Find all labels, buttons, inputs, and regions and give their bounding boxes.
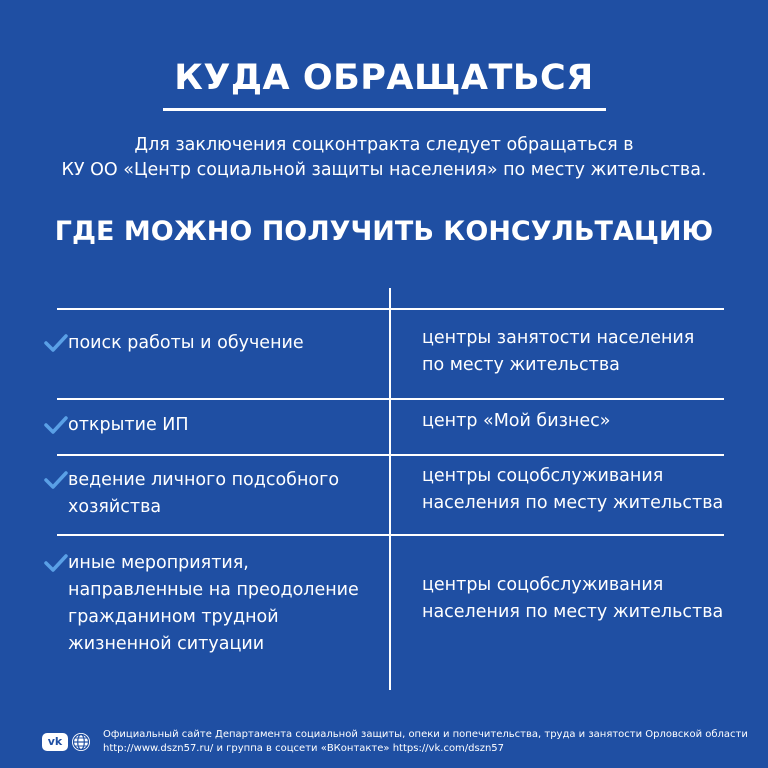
title-underline [163, 108, 606, 111]
intro-line-1: Для заключения соцконтракта следует обращаться в [134, 135, 634, 155]
intro-line-2: КУ ОО «Центр социальной защиты населения» по месту жительства. [61, 160, 707, 180]
row-topic-line: иные мероприятия, [68, 553, 249, 573]
section-title: ГДЕ МОЖНО ПОЛУЧИТЬ КОНСУЛЬТАЦИЮ [54, 216, 714, 247]
vk-logo-icon[interactable] [42, 733, 68, 751]
row-topic-cell [44, 330, 304, 357]
table-divider-vertical [389, 288, 391, 690]
page-title: КУДА ОБРАЩАТЬСЯ [174, 58, 594, 98]
row-place-line: населения по месту жительства [422, 493, 724, 513]
row-place-cell [422, 408, 610, 435]
row-place-cell [422, 325, 694, 379]
row-topic-line: хозяйства [68, 497, 162, 517]
row-topic-cell [44, 412, 189, 439]
row-place-line: центры соцобслуживания [422, 575, 664, 595]
row-place-cell [422, 463, 723, 517]
intro-text [0, 133, 768, 183]
row-topic-line: ведение личного подсобного [68, 470, 340, 490]
row-topic-cell [44, 550, 359, 658]
row-place-line: по месту жительства [422, 355, 620, 375]
row-topic-line: поиск работы и обучение [68, 333, 304, 353]
row-place-cell [422, 572, 723, 626]
row-topic-line: жизненной ситуации [68, 634, 265, 654]
row-place-line: населения по месту жительства [422, 602, 724, 622]
row-place-line: центры занятости населения [422, 328, 695, 348]
vk-logo-text: vk [47, 735, 63, 748]
checkmark-icon [44, 553, 68, 573]
footer-text [103, 728, 748, 756]
checkmark-icon [44, 333, 68, 353]
table-divider [57, 308, 724, 310]
table-divider [57, 398, 724, 400]
row-place-line: центры соцобслуживания [422, 466, 664, 486]
row-topic-line: гражданином трудной [68, 607, 279, 627]
checkmark-icon [44, 415, 68, 435]
table-divider [57, 454, 724, 456]
footer-line-2[interactable]: http://www.dszn57.ru/ и группа в соцсети «ВКонтакте» https://vk.com/dszn57 [103, 743, 505, 754]
checkmark-icon [44, 470, 68, 490]
row-topic-cell [44, 467, 339, 521]
globe-icon[interactable] [71, 732, 91, 752]
row-topic-line: направленные на преодоление [68, 580, 359, 600]
row-place-line: центр «Мой бизнес» [422, 411, 611, 431]
footer-line-1: Официальный сайте Департамента социальной защиты, опеки и попечительства, труда и занятости Орловской области [103, 729, 748, 740]
table-divider [57, 534, 724, 536]
row-topic-line: открытие ИП [68, 415, 189, 435]
